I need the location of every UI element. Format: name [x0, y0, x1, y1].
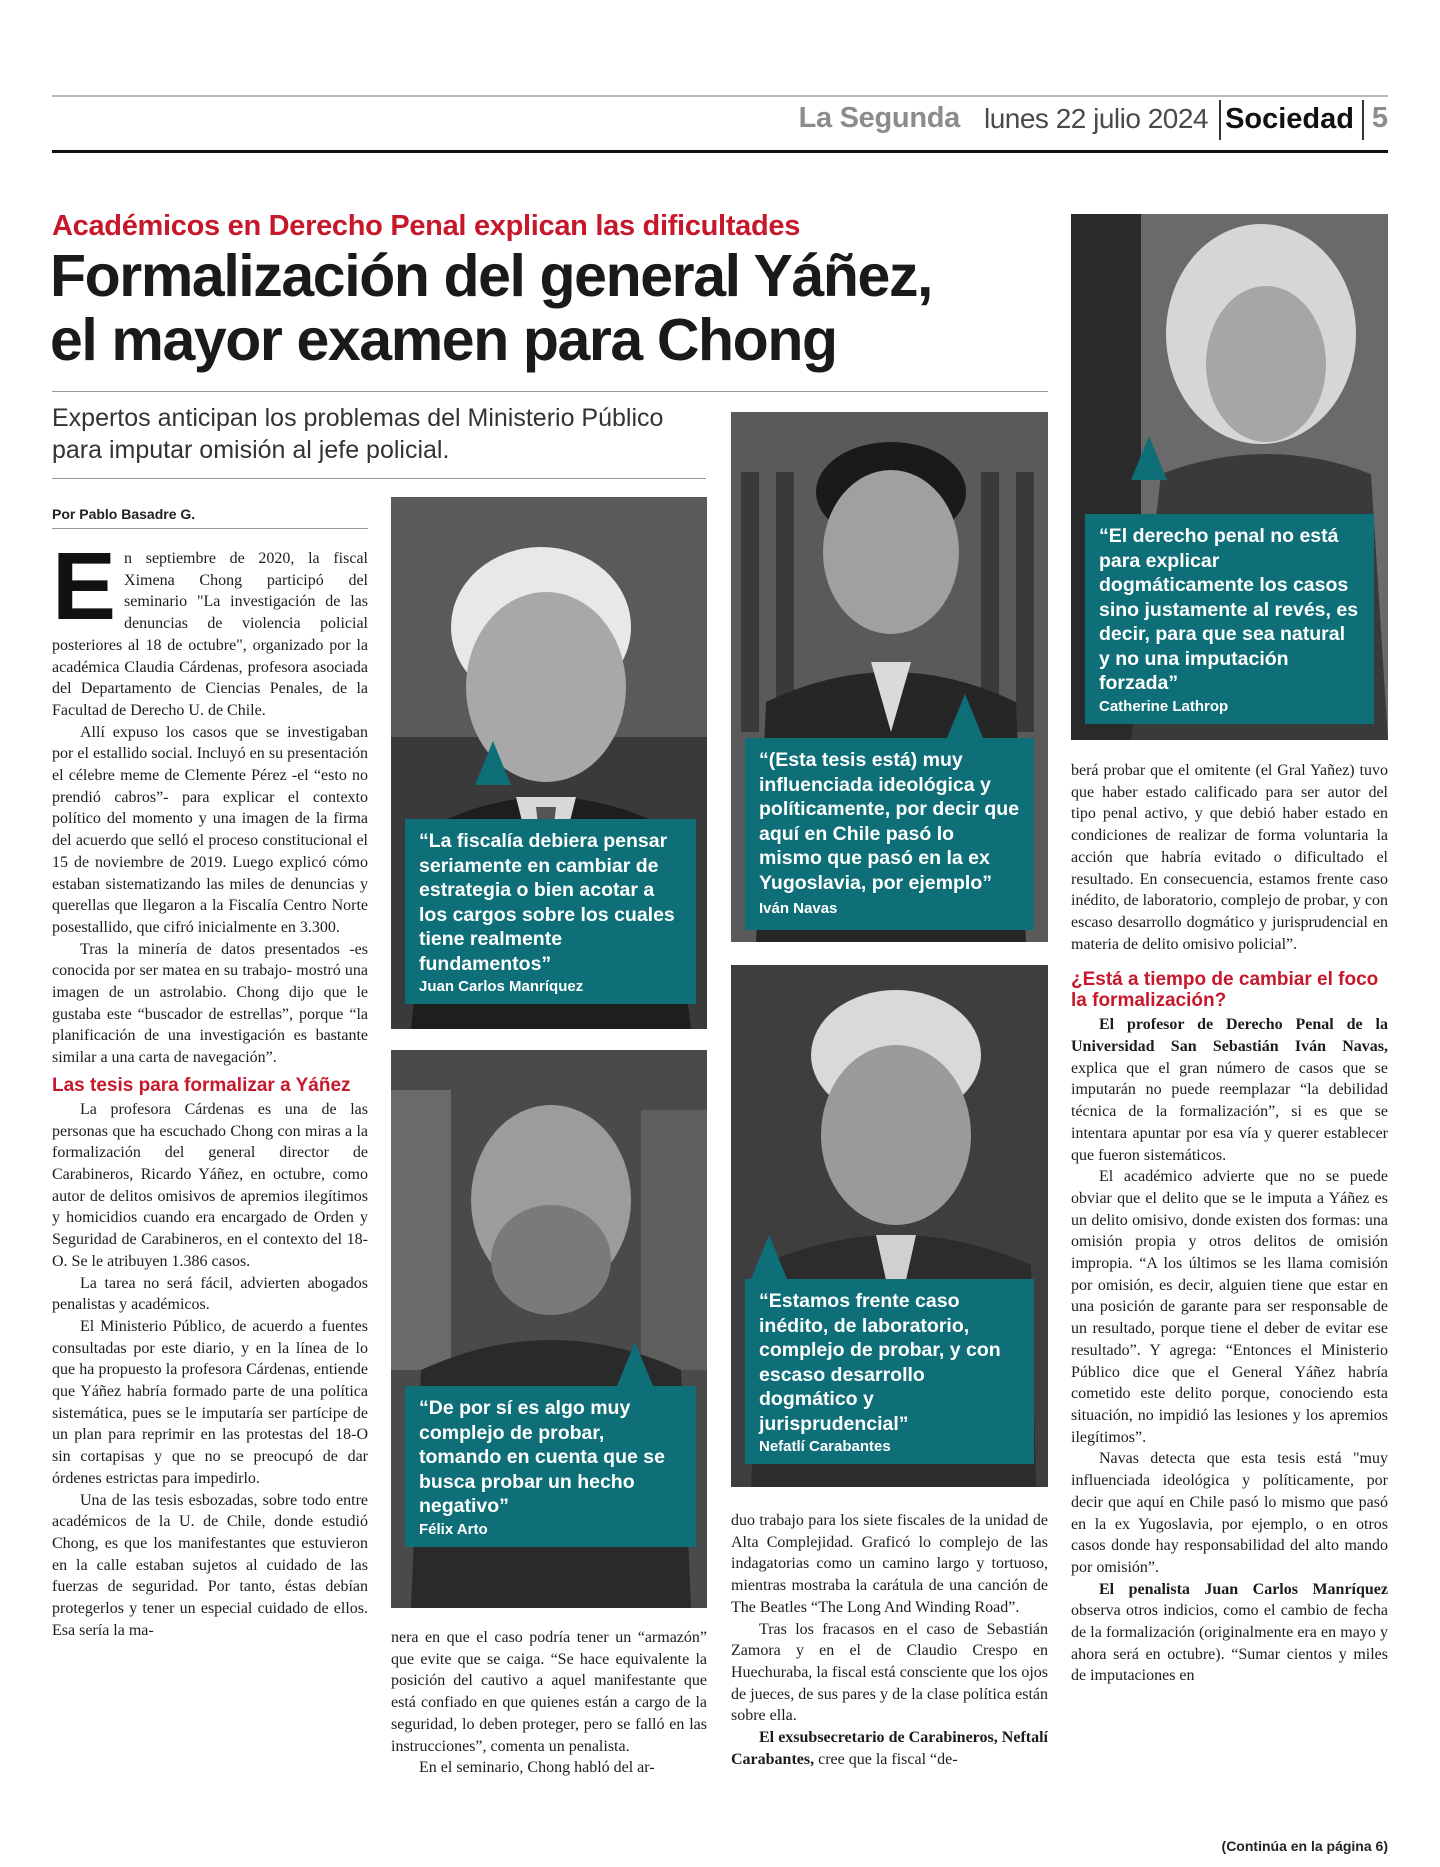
headline-line: el mayor examen para Chong — [50, 307, 837, 373]
quote-text: “La fiscalía debiera pensar seriamente en cambiar de estrategia o bien acotar a los cargos sobre los cuales tiene realmente fundamentos” — [419, 830, 675, 975]
paragraph: En el seminario, Chong habló del ar- — [419, 1759, 655, 1777]
subheading: ¿Está a tiempo de cambiar el foco la formalización? — [1071, 969, 1379, 1012]
publication-name: La Segunda — [798, 102, 960, 134]
paragraph: La profesora Cárdenas es una de las personas que ha escuchado Chong con miras a la formalización del general director de Carabineros, Ricardo Yáñez, en octubre, como autor de delitos omisivos de apremios ilegítimos y homicidios cuando era encargado de Orden y Seguridad de Carabineros, en el contexto del 18-O. Se le atribuyen 1.386 casos. — [52, 1100, 368, 1270]
masthead-top-rule — [52, 95, 1388, 97]
bold-lead: El penalista Juan Carlos Manríquez — [1099, 1580, 1388, 1598]
section-name: Sociedad — [1225, 103, 1354, 135]
quote-text: “De por sí es algo muy complejo de probar, tomando en cuenta que se busca probar un hecho negativo” — [419, 1397, 665, 1517]
article-column-2 — [391, 1627, 707, 1779]
masthead-divider — [1219, 100, 1221, 140]
quote-text: “El derecho penal no está para explicar dogmáticamente los casos sino justamente al revés, es decir, para que sea natural y no una imputación forzada” — [1099, 525, 1359, 694]
deck: Expertos anticipan los problemas del Ministerio Público para imputar omisión al jefe policial. — [52, 404, 664, 464]
deck-rule — [52, 478, 706, 479]
quote-author: Félix Arto — [419, 1520, 488, 1538]
pull-quote-manriquez — [405, 819, 696, 1004]
paragraph: nera en que el caso podría tener un “armazón” que evite que se caiga. “Se hace equivalente la posición del cautivo a aquel manifestante que está confiado en que quienes están a cargo de la seguridad, lo deben proteger, pero se falló en las instrucciones”, comenta un penalista. — [391, 1629, 707, 1755]
pull-quote-carabantes — [745, 1279, 1034, 1464]
quote-pointer — [617, 1342, 653, 1386]
masthead-bottom-rule — [52, 150, 1388, 153]
photo-lathrop — [1071, 214, 1388, 740]
bold-lead: El exsubsecretario de Carabineros, Neftalí Carabantes, — [731, 1729, 1048, 1768]
quote-pointer — [475, 741, 511, 785]
kicker: Académicos en Derecho Penal explican las dificultades — [52, 210, 801, 242]
article-column-4 — [1071, 760, 1388, 1687]
paragraph: Tras los fracasos en el caso de Sebastián Zamora y en el de Claudio Crespo en Huechuraba, la fiscal está consciente que los ojos de jueces, de sus pares y de la clase política están sobre ella. — [731, 1620, 1048, 1725]
issue-date: lunes 22 julio 2024 — [983, 103, 1208, 134]
drop-cap: E — [52, 533, 117, 640]
byline-rule — [52, 528, 368, 529]
byline: Por Pablo Basadre G. — [52, 506, 196, 522]
paragraph: En septiembre de 2020, la fiscal Ximena Chong participó del seminario "La investigación de las denuncias de violencia policial posteriores al 18 de octubre", organizado por la académica Claudia Cárdenas, profesora asociada del Departamento de Ciencias Penales, de la Facultad de Derecho U. de Chile. — [52, 533, 368, 719]
pull-quote-lathrop — [1085, 514, 1374, 724]
paragraph: La tarea no será fácil, advierten abogados penalistas y académicos. — [52, 1274, 368, 1314]
bold-lead: El profesor de Derecho Penal de la Universidad San Sebastián Iván Navas, — [1071, 1016, 1388, 1056]
paragraph: Navas detecta que esta tesis está "muy influenciada ideológica y políticamente, por decir que aquí en Chile pasó lo mismo que pasó en la ex Yugoslavia, por ejemplo, o en otros casos donde hay responsabilidad del alto mando por omisión”. — [1071, 1450, 1388, 1576]
pull-quote-navas — [745, 738, 1034, 930]
paragraph: Allí expuso los casos que se investigaban por el estallido social. Incluyó en su presentación el célebre meme de Clemente Pérez -el “esto no prendió cabros”- para explicar el contexto político del momento y una imagen de la firma del acuerdo que selló el proceso constitucional el 15 de noviembre de 2019. Luego explicó cómo estaban sistematizando las miles de denuncias y querellas que llegaron a la Fiscalía Centro Norte posestallido, que cifró inicialmente en 3.300. — [52, 723, 368, 936]
paragraph: Una de las tesis esbozadas, sobre todo entre académicos de la U. de Chile, donde estudió Chong, es que los manifestantes que estuvieron en la calle estaban sujetos al cuidado de las fuerzas de seguridad. Por tanto, éstas debían protegerlos y tener un especial cuidado de ellos. Esa sería la ma- — [52, 1491, 368, 1639]
paragraph: El académico advierte que no se puede obviar que el delito que se le imputa a Yáñez es un delito omisivo, donde existen dos formas: una omisión propia y otros delitos de omisión impropia. “A los últimos se les llama comisión por omisión, es decir, alguien tiene que estar en una posición de garante para ser responsable de un resultado, porque tiene el deber de evitar ese resultado”. Y agrega: “Entonces el Ministerio Público dice que el General Yáñez habría cometido este delito porque, conociendo esta situación, no impidió las lesiones y los apremios ilegítimos”. — [1071, 1168, 1388, 1446]
quote-text: “(Esta tesis está) muy influenciada ideológica y políticamente, por decir que aquí en Chile pasó lo mismo que pasó en la ex Yugoslavia, por ejemplo” — [759, 749, 1020, 894]
paragraph: duo trabajo para los siete fiscales de la unidad de Alta Complejidad. Graficó lo complejo de las indagatorias como un camino largo y tortuoso, mientras mostraba la carátula de una canción de The Beatles “The Long And Winding Road”. — [731, 1512, 1048, 1616]
photo-navas — [731, 412, 1048, 942]
headline — [50, 244, 1050, 372]
quote-pointer — [1131, 436, 1167, 480]
article-column-1 — [52, 533, 368, 1641]
paragraph: berá probar que el omitente (el Gral Yañez) tuvo que haber estado calificado para ser autor del tipo penal activo, y que debió haber estado en condiciones de realizar de forma voluntaria la acción que habría evitado o dificultado el resultado. En consecuencia, estamos frente caso inédito, de laboratorio, complejo de probar, y con escaso desarrollo dogmático y jurisprudencial en materia de delito omisivo policial”. — [1071, 762, 1388, 953]
paragraph: El profesor de Derecho Penal de la Universidad San Sebastián Iván Navas, explica que el gran número de casos que se imputarán no puede reemplazar “la debilidad técnica de la formalización”, si es que se intentara apuntar por esa vía y querer establecer que fueron sistemáticos. — [1071, 1016, 1388, 1164]
photo-manriquez — [391, 497, 707, 1029]
quote-text: “Estamos frente caso inédito, de laboratorio, complejo de probar, y con escaso desarrollo dogmático y jurisprudencial” — [759, 1290, 1001, 1435]
paragraph: El penalista Juan Carlos Manríquez observa otros indicios, como el cambio de fecha de la formalización (originalmente era en mayo y ahora será en octubre). “Sumar cientos y miles de imputaciones en — [1071, 1580, 1388, 1685]
subheading: Las tesis para formalizar a Yáñez — [52, 1074, 351, 1096]
photo-carabantes — [731, 965, 1048, 1487]
quote-author: Catherine Lathrop — [1099, 697, 1229, 715]
page-number: 5 — [1371, 102, 1388, 134]
photo-arto — [391, 1050, 707, 1608]
headline-rule — [52, 391, 1048, 392]
quote-author: Iván Navas — [759, 900, 838, 917]
quote-author: Juan Carlos Manríquez — [419, 978, 584, 995]
masthead-divider — [1362, 100, 1364, 140]
quote-pointer — [947, 694, 983, 738]
paragraph: El exsubsecretario de Carabineros, Neftalí Carabantes, cree que la fiscal “de- — [731, 1729, 1048, 1768]
pull-quote-arto — [405, 1386, 696, 1547]
paragraph: El Ministerio Público, de acuerdo a fuentes consultadas por este diario, y en la línea de lo que ha propuesto la profesora Cárdenas, entiende que Yáñez habría formado parte de una política sistemática, pues se le imputaría ser partícipe de un plan para reprimir en las protestas del 18-O sin cortapisas y que no se preocupó de dar órdenes estrictas para impedirlo. — [52, 1317, 368, 1487]
continuation-note: (Continúa en la página 6) — [1221, 1838, 1388, 1854]
quote-author: Nefatlí Carabantes — [759, 1438, 891, 1455]
headline-line: Formalización del general Yáñez, — [50, 243, 933, 309]
article-column-3 — [731, 1510, 1048, 1770]
masthead — [52, 100, 1388, 148]
quote-pointer — [751, 1235, 787, 1279]
paragraph: Tras la minería de datos presentados -es conocida por ser matea en su trabajo- mostró una imagen de un astrolabio. Chong dijo que le gustaba este “buscador de estrellas”, porque “la planificación de una investigación es bastante similar a una carta de navegación”. — [52, 940, 368, 1067]
